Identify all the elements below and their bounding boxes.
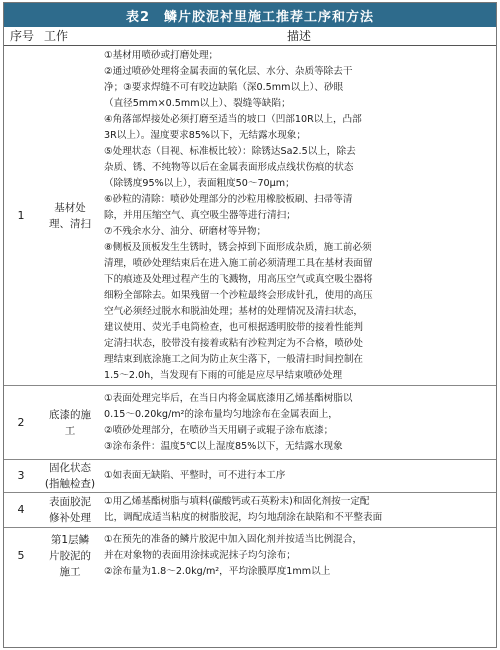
header-no: 序号 (4, 27, 38, 46)
work-line: 底漆的施 (49, 408, 91, 421)
row-number: 5 (4, 528, 38, 584)
work-line: 工 (64, 424, 76, 437)
table-frame (3, 2, 497, 648)
description-line: 杂质、锈、不纯物等以后在金属表面形成点线状伤痕的状态 (104, 161, 354, 173)
row-number: 1 (17, 208, 25, 222)
description-line: 细粉全部除去。如果残留一个沙粒最终会形成针孔，使用的高压 (104, 289, 373, 301)
work-line: 理、清扫 (49, 217, 91, 230)
row-description (102, 46, 496, 386)
row-number: 4 (4, 493, 38, 528)
description-line: 下的痕迹及处理过程产生的飞溅物，用高压空气或真空吸尘器将 (104, 273, 373, 285)
description-line: ③涂布条件：温度5℃以上湿度85%以下，无结露水现象 (104, 440, 343, 452)
description-line: ①基材用喷砂或打磨处理； (104, 49, 219, 61)
description-line: 3R以上）。湿度要求85%以下，无结露水现象； (104, 129, 306, 141)
work-line: 表面胶泥 (49, 496, 91, 508)
row-description (102, 528, 496, 584)
description-line: 并在对象物的表面用涂抹或泥抹子均匀涂布； (104, 549, 296, 561)
header-work: 工作 (38, 27, 102, 46)
row-work (38, 46, 102, 386)
description-line: 1.5～2.0h，当发现有下雨的可能是应尽早结束喷砂处理 (104, 369, 343, 381)
description-line: 理结束到底涂施工之间为防止灰尘落下，一般清扫时间控制在 (104, 353, 364, 365)
table-row (4, 528, 496, 584)
description-line: ①用乙烯基酯树脂与填料(碳酸钙或石英粉末)和固化剂按一定配 (104, 496, 370, 507)
description-line: ①如表面无缺陷、平整时，可不进行本工序 (104, 470, 286, 481)
description-line: ⑦不残余水分、油分、研磨材等异物； (104, 225, 267, 237)
table-row (4, 493, 496, 528)
header-row (4, 27, 496, 46)
description-line: ②喷砂处理部分，在喷砂当天用刷子或辊子涂布底漆； (104, 424, 334, 436)
table-row (4, 386, 496, 460)
row-description (102, 386, 496, 460)
row-work (38, 460, 102, 493)
table-title: 表2 鳞片胶泥衬里施工推荐工序和方法 (4, 3, 496, 27)
description-line: ②涂布量为1.8～2.0kg/m²，平均涂膜厚度1mm以上 (104, 565, 331, 577)
work-line: 施工 (59, 565, 81, 578)
description-line: （除锈度95%以上），表面粗度50～70μm； (104, 177, 295, 189)
procedure-table (4, 27, 496, 584)
description-line: ①在预先的准备的鳞片胶泥中加入固化剂并按适当比例混合， (104, 533, 363, 545)
description-line: （直径5mm×0.5mm以上）、裂缝等缺陷； (104, 97, 291, 109)
row-description (102, 460, 496, 493)
description-line: 比，调配成适当粘度的树脂胶泥，均匀地刮涂在缺陷和不平整表面 (104, 512, 383, 523)
row-description (102, 493, 496, 528)
description-line: ⑥砂粒的清除：喷砂处理部分的沙粒用橡胶板刷、扫帚等清 (104, 193, 353, 205)
row-work (38, 386, 102, 460)
description-line: ⑤处理状态（目视、标准板比较）：除锈达Sa2.5以上，除去 (104, 145, 356, 157)
description-line: 净；③要求焊缝不可有咬边缺陷（深0.5mm以上）、砂眼 (104, 81, 344, 93)
work-line: 第1层鳞 (50, 533, 90, 546)
work-line: 基材处 (54, 201, 86, 214)
work-line: (指触检查) (44, 478, 96, 490)
description-line: ④角落部焊接处必须打磨至适当的坡口（凹部10R以上，凸部 (104, 113, 362, 125)
row-number: 2 (4, 386, 38, 460)
row-work (38, 493, 102, 528)
description-line: ①表面处理完毕后，在当日内将金属底漆用乙烯基酯树脂以 (104, 392, 353, 404)
description-line: ⑧侧板及顶板发生生锈时，锈会掉到下面形成杂质，施工前必须 (104, 241, 372, 253)
row-work (38, 528, 102, 584)
description-line: 除，并用压缩空气、真空吸尘器等进行清扫； (104, 209, 296, 221)
table-row (4, 46, 496, 386)
description-line: ②通过喷砂处理将金属表面的氧化层、水分、杂质等除去干 (104, 65, 353, 77)
description-line: 建议使用、荧光手电筒检查，也可根据透明胶带的接着性能判 (104, 321, 364, 333)
work-line: 固化状态 (49, 462, 91, 474)
description-line: 0.15～0.20kg/m²的涂布量均匀地涂布在金属表面上， (104, 408, 338, 420)
work-line: 修补处理 (49, 512, 91, 524)
description-line: 定清扫状态，胶带没有接着或粘有沙粒判定为不合格，喷砂处 (104, 337, 364, 349)
header-description: 描述 (102, 27, 496, 46)
table-row (4, 460, 496, 493)
row-number: 3 (4, 460, 38, 493)
description-line: 清理，喷砂处理结束后在进入施工前必须清理工具在基材表面留 (104, 257, 373, 269)
description-line: 空气必须经过脱水和脱油处理；基材的处理情况及清扫状态， (104, 305, 364, 317)
work-line: 片胶泥的 (49, 549, 91, 562)
